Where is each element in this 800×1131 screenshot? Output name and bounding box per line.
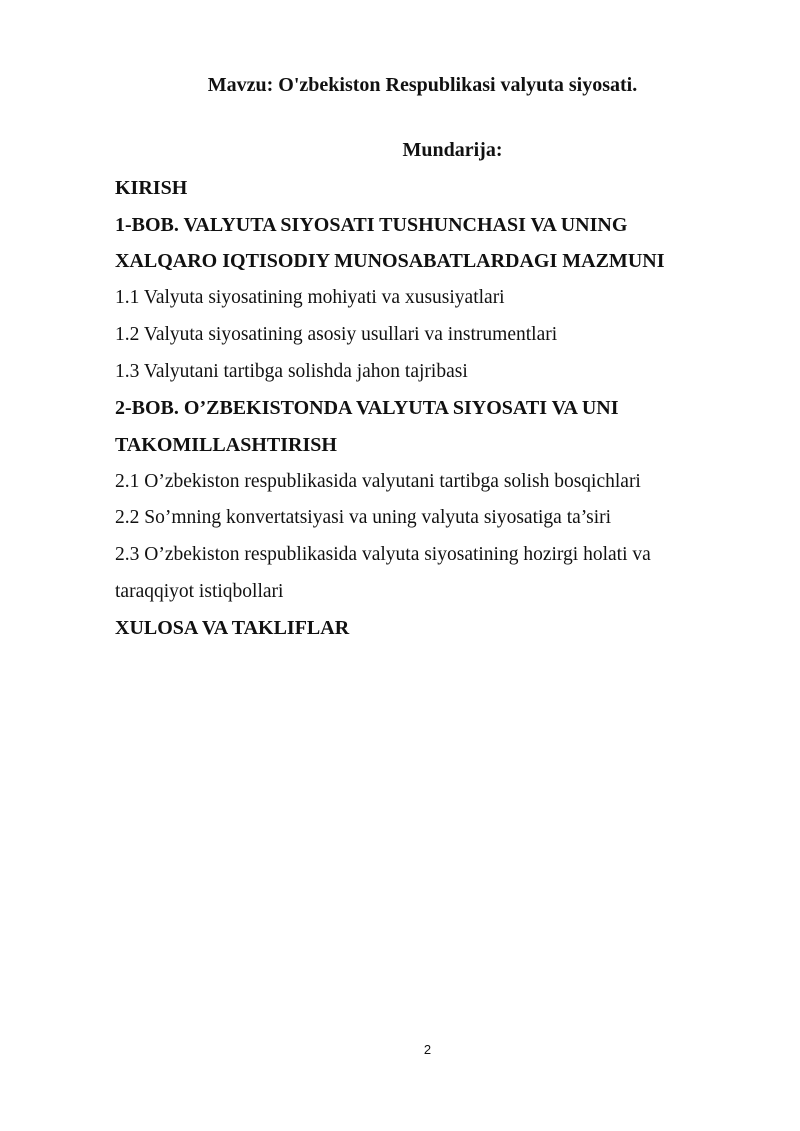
toc-entry: 2.1 O’zbekiston respublikasida valyutani tartibga solish bosqichlari — [115, 470, 641, 492]
page-number: 2 — [423, 1042, 432, 1057]
toc-entry: 1.2 Valyuta siyosatining asosiy usullari va instrumentlari — [115, 323, 558, 345]
toc-entry: 1.3 Valyutani tartibga solishda jahon tajribasi — [115, 360, 468, 382]
toc-entry: 2.2 So’mning konvertatsiyasi va uning valyuta siyosatiga ta’siri — [115, 507, 612, 529]
toc-entry: 1.1 Valyuta siyosatining mohiyati va xususiyatlari — [115, 287, 505, 309]
document-title: Mavzu: O'zbekiston Respublikasi valyuta siyosati. — [207, 74, 638, 96]
toc-entry: taraqqiyot istiqbollari — [115, 580, 284, 602]
table-of-contents — [115, 170, 715, 647]
toc-entry: TAKOMILLASHTIRISH — [115, 433, 337, 456]
toc-entry: KIRISH — [115, 177, 188, 199]
toc-entry: 1-BOB. VALYUTA SIYOSATI TUSHUNCHASI VA UNING — [115, 213, 628, 236]
toc-entry: XULOSA VA TAKLIFLAR — [115, 617, 350, 640]
contents-heading: Mundarija: — [402, 139, 503, 161]
toc-entry: 2-BOB. O’ZBEKISTONDA VALYUTA SIYOSATI VA UNI — [115, 397, 619, 420]
toc-entry: 2.3 O’zbekiston respublikasida valyuta siyosatining hozirgi holati va — [115, 544, 651, 566]
toc-entry: XALQARO IQTISODIY MUNOSABATLARDAGI MAZMUNI — [115, 250, 665, 273]
